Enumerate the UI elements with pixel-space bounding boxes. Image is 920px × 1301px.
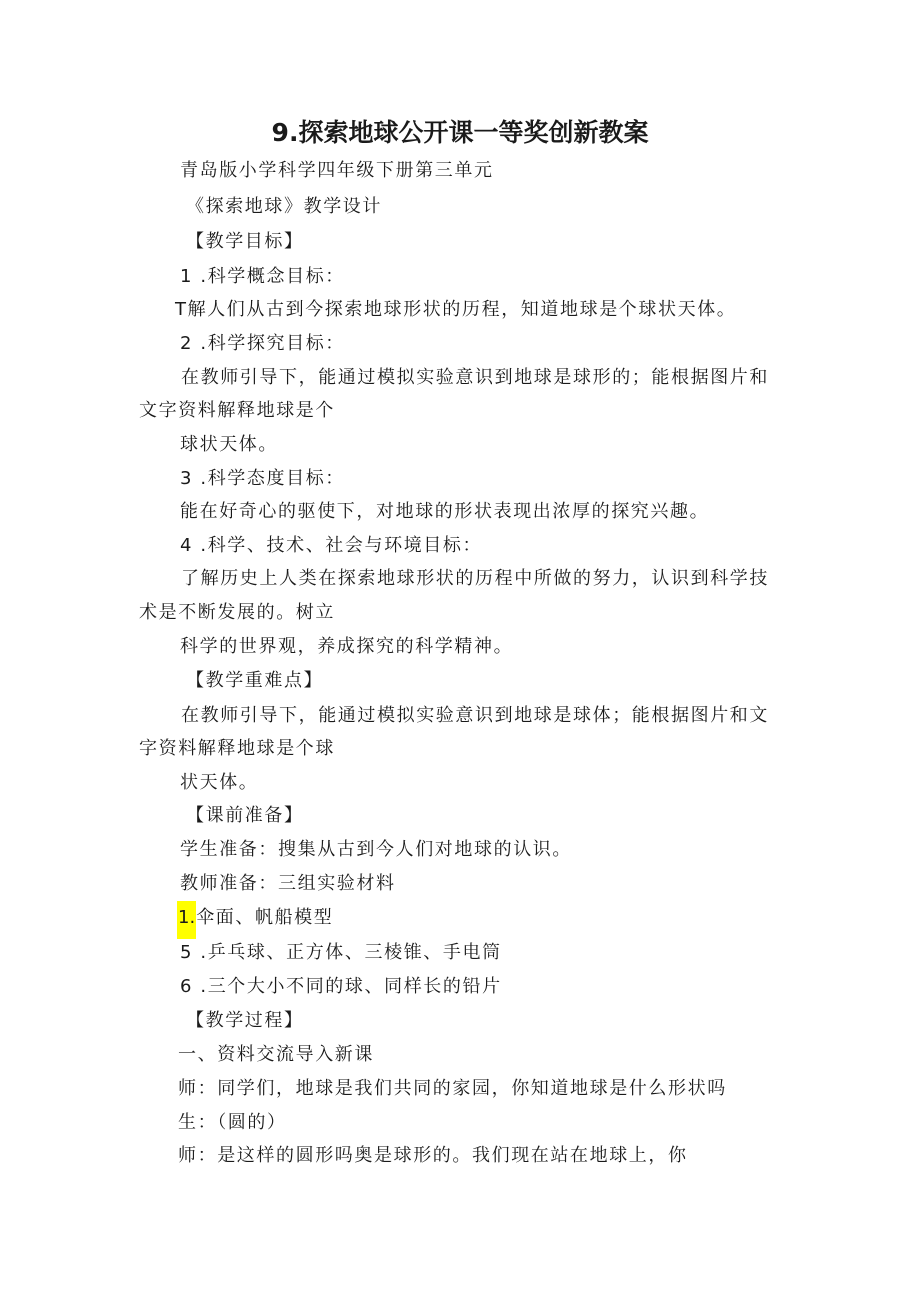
text-line: 教师准备：三组实验材料	[180, 873, 396, 894]
text-line: 5 .乒乓球、正方体、三棱锥、手电筒	[180, 942, 502, 963]
text-line: 文字资料解释地球是个	[139, 400, 335, 421]
text-line: 字资料解释地球是个球	[139, 738, 335, 759]
text-line: 球状天体。	[180, 434, 278, 455]
text-line: 术是不断发展的。树立	[139, 602, 335, 623]
text-line: 生：（圆的）	[178, 1112, 287, 1133]
text-line: 4 .科学、技术、社会与环境目标：	[180, 535, 483, 556]
text-line: 在教师引导下，能通过模拟实验意识到地球是球体；能根据图片和文	[181, 705, 769, 726]
text-line	[177, 905, 333, 939]
document-title: 9.探索地球公开课一等奖创新教案	[271, 118, 649, 147]
text-line: 2 .科学探究目标：	[180, 333, 345, 354]
text-line: 6 .三个大小不同的球、同样长的铅片	[180, 976, 502, 997]
text-line: 青岛版小学科学四年级下册第三单元	[180, 160, 494, 181]
text-line: 《探索地球》教学设计	[186, 196, 382, 217]
text-line: 1 .科学概念目标：	[180, 266, 345, 287]
highlighted-marker: 1.	[177, 901, 196, 939]
section-heading: 【课前准备】	[186, 805, 304, 826]
text-line-content: 伞面、帆船模型	[196, 907, 334, 928]
text-line: 一、资料交流导入新课	[178, 1044, 374, 1065]
text-line: 了解历史上人类在探索地球形状的历程中所做的努力，认识到科学技	[181, 568, 769, 589]
section-heading: 【教学目标】	[186, 231, 304, 252]
text-line: 状天体。	[180, 772, 259, 793]
text-line: 科学的世界观，养成探究的科学精神。	[180, 636, 514, 657]
text-line: 3 .科学态度目标：	[180, 468, 345, 489]
text-line: T解人们从古到今探索地球形状的历程，知道地球是个球状天体。	[175, 299, 737, 320]
text-line: 学生准备：搜集从古到今人们对地球的认识。	[180, 839, 572, 860]
section-heading: 【教学重难点】	[186, 670, 324, 691]
section-heading: 【教学过程】	[186, 1010, 304, 1031]
text-line: 师：同学们，地球是我们共同的家园，你知道地球是什么形状吗	[178, 1078, 727, 1099]
text-line: 能在好奇心的驱使下，对地球的形状表现出浓厚的探究兴趣。	[180, 501, 710, 522]
text-line: 在教师引导下，能通过模拟实验意识到地球是球形的；能根据图片和	[181, 367, 769, 388]
text-line: 师：是这样的圆形吗奥是球形的。我们现在站在地球上，你	[178, 1145, 688, 1166]
